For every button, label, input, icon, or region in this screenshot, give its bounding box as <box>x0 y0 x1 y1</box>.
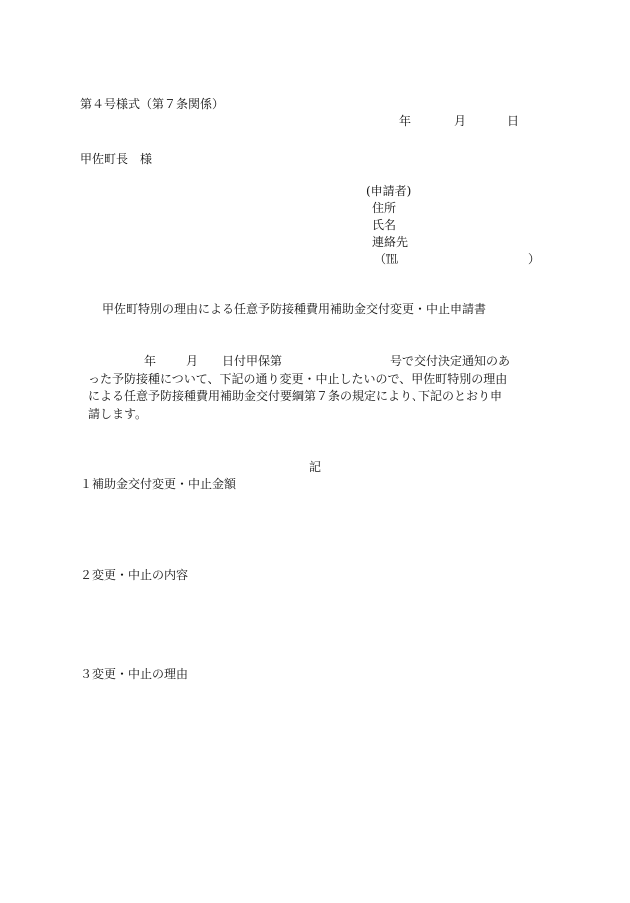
document-title: 甲佐町特別の理由による任意予防接種費用補助金交付変更・中止申請書 <box>102 302 487 316</box>
body-year-label: 年 <box>144 354 157 368</box>
body-month-label: 月 <box>186 354 199 368</box>
applicant-tel-open: （℡ <box>374 252 399 266</box>
body-paragraph <box>88 353 556 423</box>
date-year-label: 年 <box>399 114 412 128</box>
addressee: 甲佐町長 様 <box>80 152 153 166</box>
section-heading-3: ３変更・中止の理由 <box>80 667 189 681</box>
form-number: 第４号様式（第７条関係） <box>80 97 225 111</box>
applicant-address-label: 住所 <box>372 201 397 215</box>
applicant-tel-close: ） <box>528 252 541 266</box>
ki-heading: 記 <box>309 460 322 474</box>
body-line-2: った予防接種について、下記の通り変更・中止したいので、甲佐町特別の理由 <box>88 371 508 386</box>
body-date-ref: 日付甲保第 <box>222 354 283 368</box>
date-day-label: 日 <box>507 114 520 128</box>
body-line1-tail: 号で交付決定通知のあ <box>390 354 511 368</box>
date-month-label: 月 <box>454 114 467 128</box>
applicant-heading: (申請者) <box>366 184 412 198</box>
body-line-3: による任意予防接種費用補助金交付要綱第７条の規定により､下記のとおり申 <box>88 389 503 403</box>
section-heading-2: ２変更・中止の内容 <box>80 568 189 582</box>
applicant-name-label: 氏名 <box>372 218 397 232</box>
section-heading-1: １補助金交付変更・中止金額 <box>80 477 237 491</box>
applicant-contact-label: 連絡先 <box>372 235 409 249</box>
body-line-4: 請します。 <box>88 406 148 421</box>
